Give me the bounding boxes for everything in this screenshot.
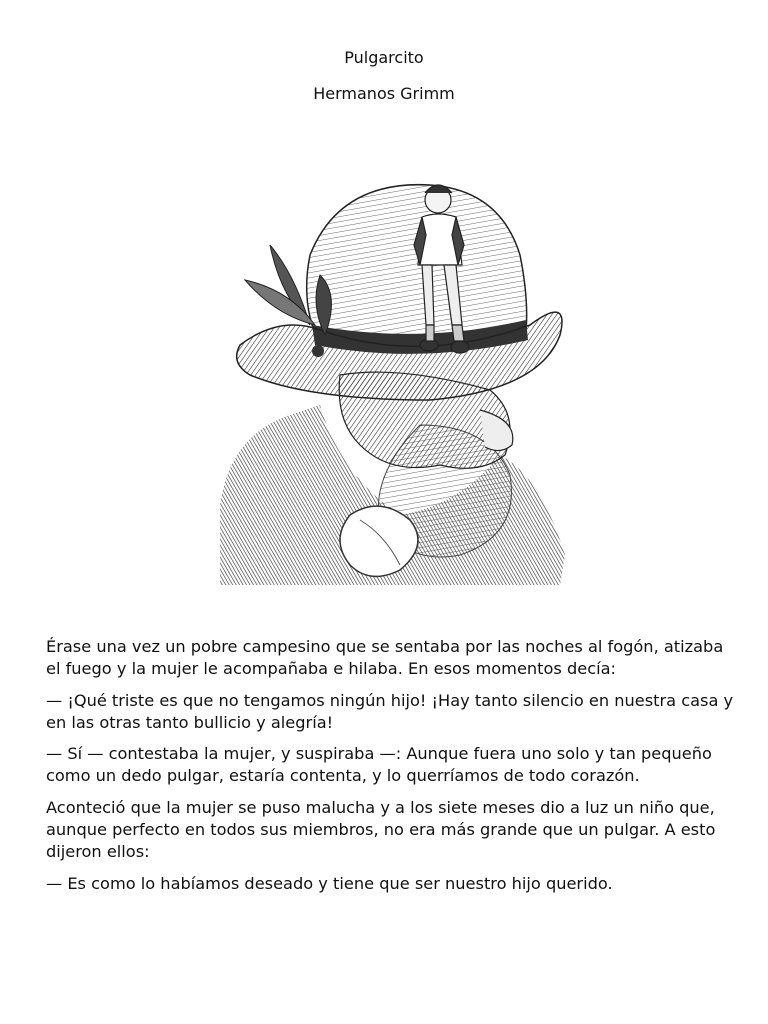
document-title: Pulgarcito: [344, 48, 424, 67]
paragraph: — Sí — contestaba la mujer, y suspiraba —: Aunque fuera uno solo y tan pequeño como un dedo pulgar, estaría contenta, y lo querríamos de todo corazón.: [46, 744, 712, 786]
paragraph: Érase una vez un pobre campesino que se sentaba por las noches al fogón, atizaba el fuego y la mujer le acompañaba e hilaba. En esos momentos decía:: [46, 637, 724, 679]
paragraph: — ¡Qué triste es que no tengamos ningún hijo! ¡Hay tanto silencio en nuestra casa y en las otras tanto bullicio y alegría!: [46, 690, 734, 732]
tom-thumb-illustration: [200, 175, 580, 605]
story-text: [46, 636, 736, 904]
document-author: Hermanos Grimm: [313, 84, 455, 103]
paragraph: Aconteció que la mujer se puso malucha y a los siete meses dio a luz un niño que, aunque perfecto en todos sus miembros, no era más grande que un pulgar. A esto dijeron ellos:: [46, 797, 716, 862]
paragraph: — Es como lo habíamos deseado y tiene que ser nuestro hijo querido.: [46, 873, 613, 893]
